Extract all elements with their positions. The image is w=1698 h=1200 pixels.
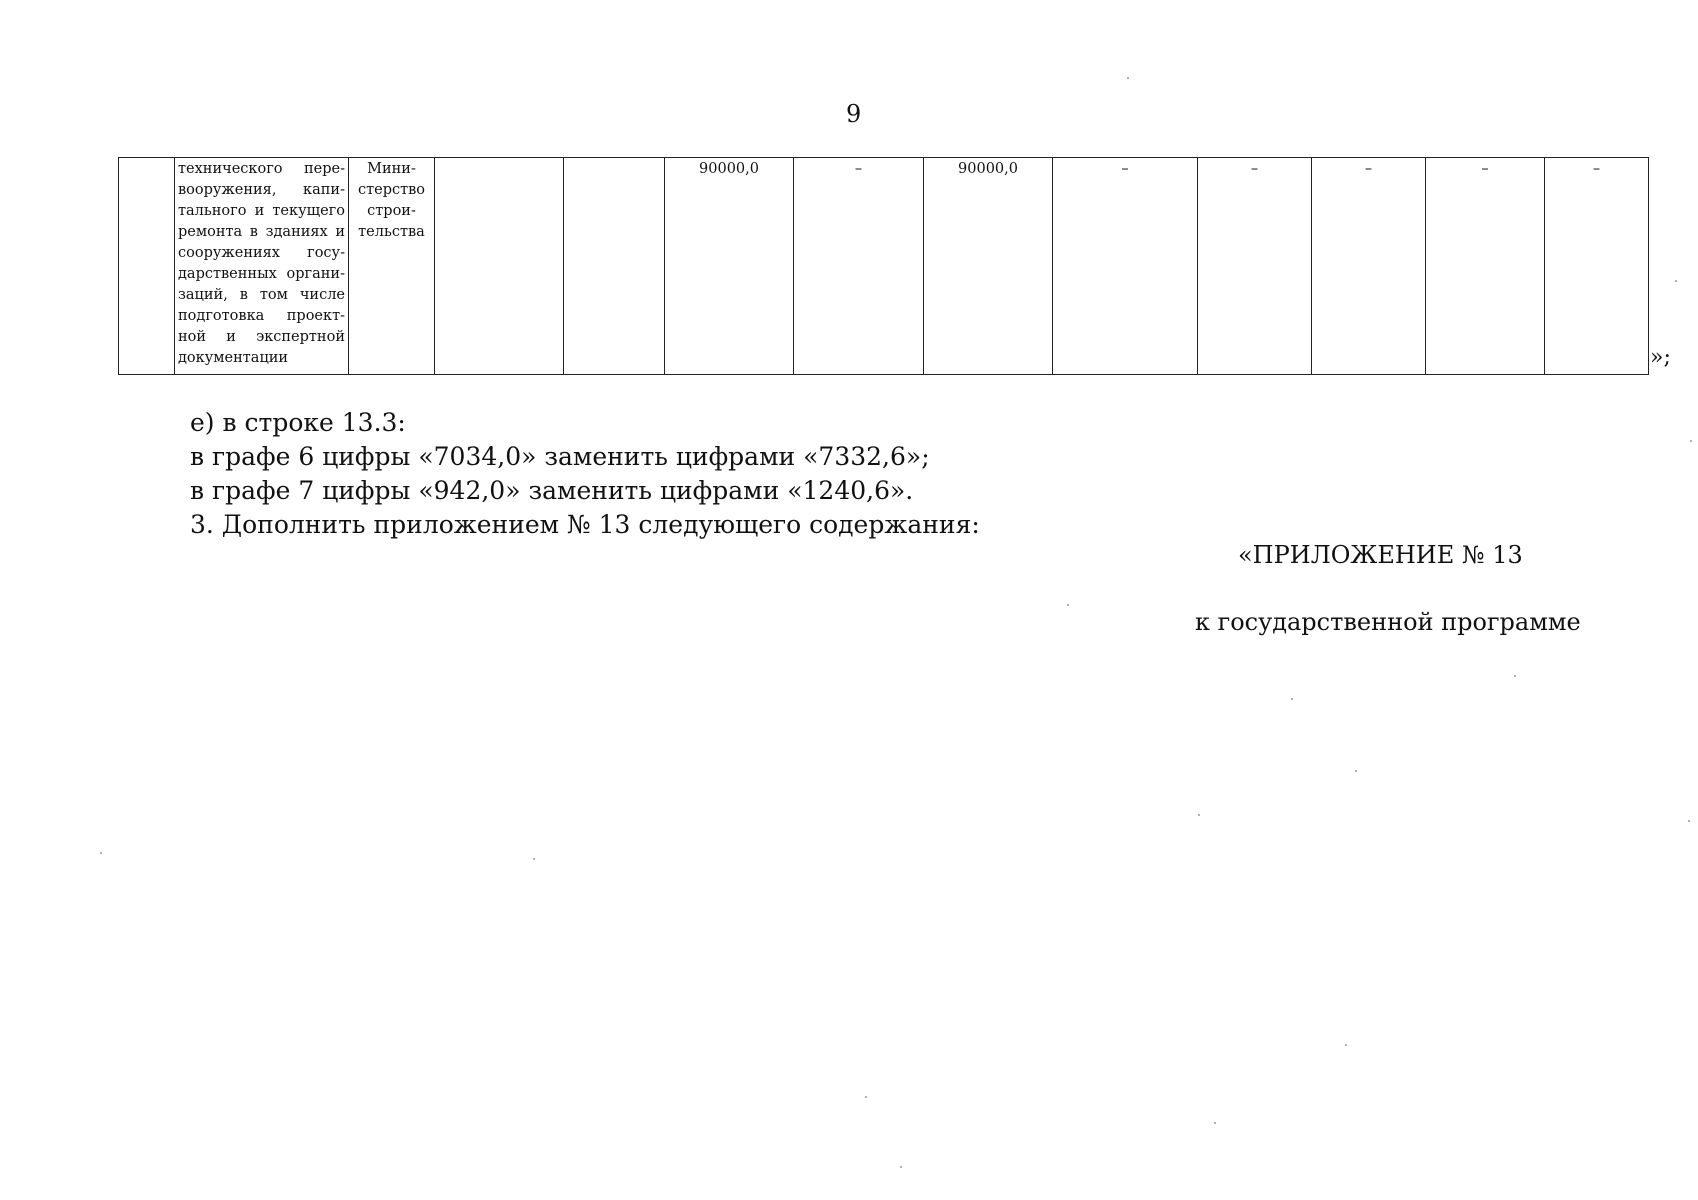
appendix-subtitle: к государственной программе [1195,608,1581,636]
budget-table [118,157,1649,375]
executor-line: тельства [358,224,425,240]
col6-cell: – [794,158,924,375]
amendment-line: в графе 7 цифры «942,0» заменить цифрами «1240,6». [190,476,914,505]
dash-cell: – [1312,158,1426,375]
description-line: ремонта в зданиях и [178,224,345,240]
description-cell [175,158,349,375]
empty-cell [435,158,564,375]
description-line: дарственных органи- [178,266,345,282]
amendment-line: е) в строке 13.3: [190,408,406,437]
executor-line: Мини- [367,161,416,177]
scan-speck [1675,280,1677,282]
amendment-line: 3. Дополнить приложением № 13 следующего содержания: [190,510,980,539]
scan-speck [1514,675,1516,677]
dash-cell: – [1426,158,1545,375]
scan-speck [900,1166,902,1168]
scan-speck [1345,1044,1347,1046]
description-line: заций, в том числе [178,287,345,303]
scan-speck [1067,604,1069,606]
amendment-line: в графе 6 цифры «7034,0» заменить цифрами «7332,6»; [190,442,930,471]
scan-speck [1355,770,1357,772]
description-line: технического пере- [178,161,345,177]
row-number-cell [119,158,175,375]
closing-quote: »; [1650,345,1671,370]
page-number: 9 [846,100,862,128]
description-line: подготовка проект- [178,308,345,324]
dash-cell: – [1053,158,1198,375]
scan-speck [1291,698,1293,700]
table-row [119,158,1649,375]
dash-cell: – [1545,158,1649,375]
executor-cell [349,158,435,375]
description-line: ной и экспертной [178,329,345,345]
scan-speck [865,1096,867,1098]
scan-speck [1688,820,1690,822]
executor-line: стерство [357,182,426,198]
empty-cell [564,158,665,375]
description-line: сооружениях госу- [178,245,345,261]
description-line: вооружения, капи- [178,182,345,198]
scan-speck [1127,77,1129,79]
scan-speck [533,858,535,860]
executor-line: строи- [367,203,416,219]
scan-speck [1214,1122,1216,1124]
total-cell: 90000,0 [665,158,794,375]
col7-cell: 90000,0 [924,158,1053,375]
scan-speck [1198,814,1200,816]
amendment-text [190,406,980,542]
description-line: тального и текущего [178,203,345,219]
scan-speck [1690,440,1692,442]
appendix-title: «ПРИЛОЖЕНИЕ № 13 [1238,541,1523,569]
description-line: документации [178,350,289,366]
scan-speck [100,852,102,854]
dash-cell: – [1198,158,1312,375]
